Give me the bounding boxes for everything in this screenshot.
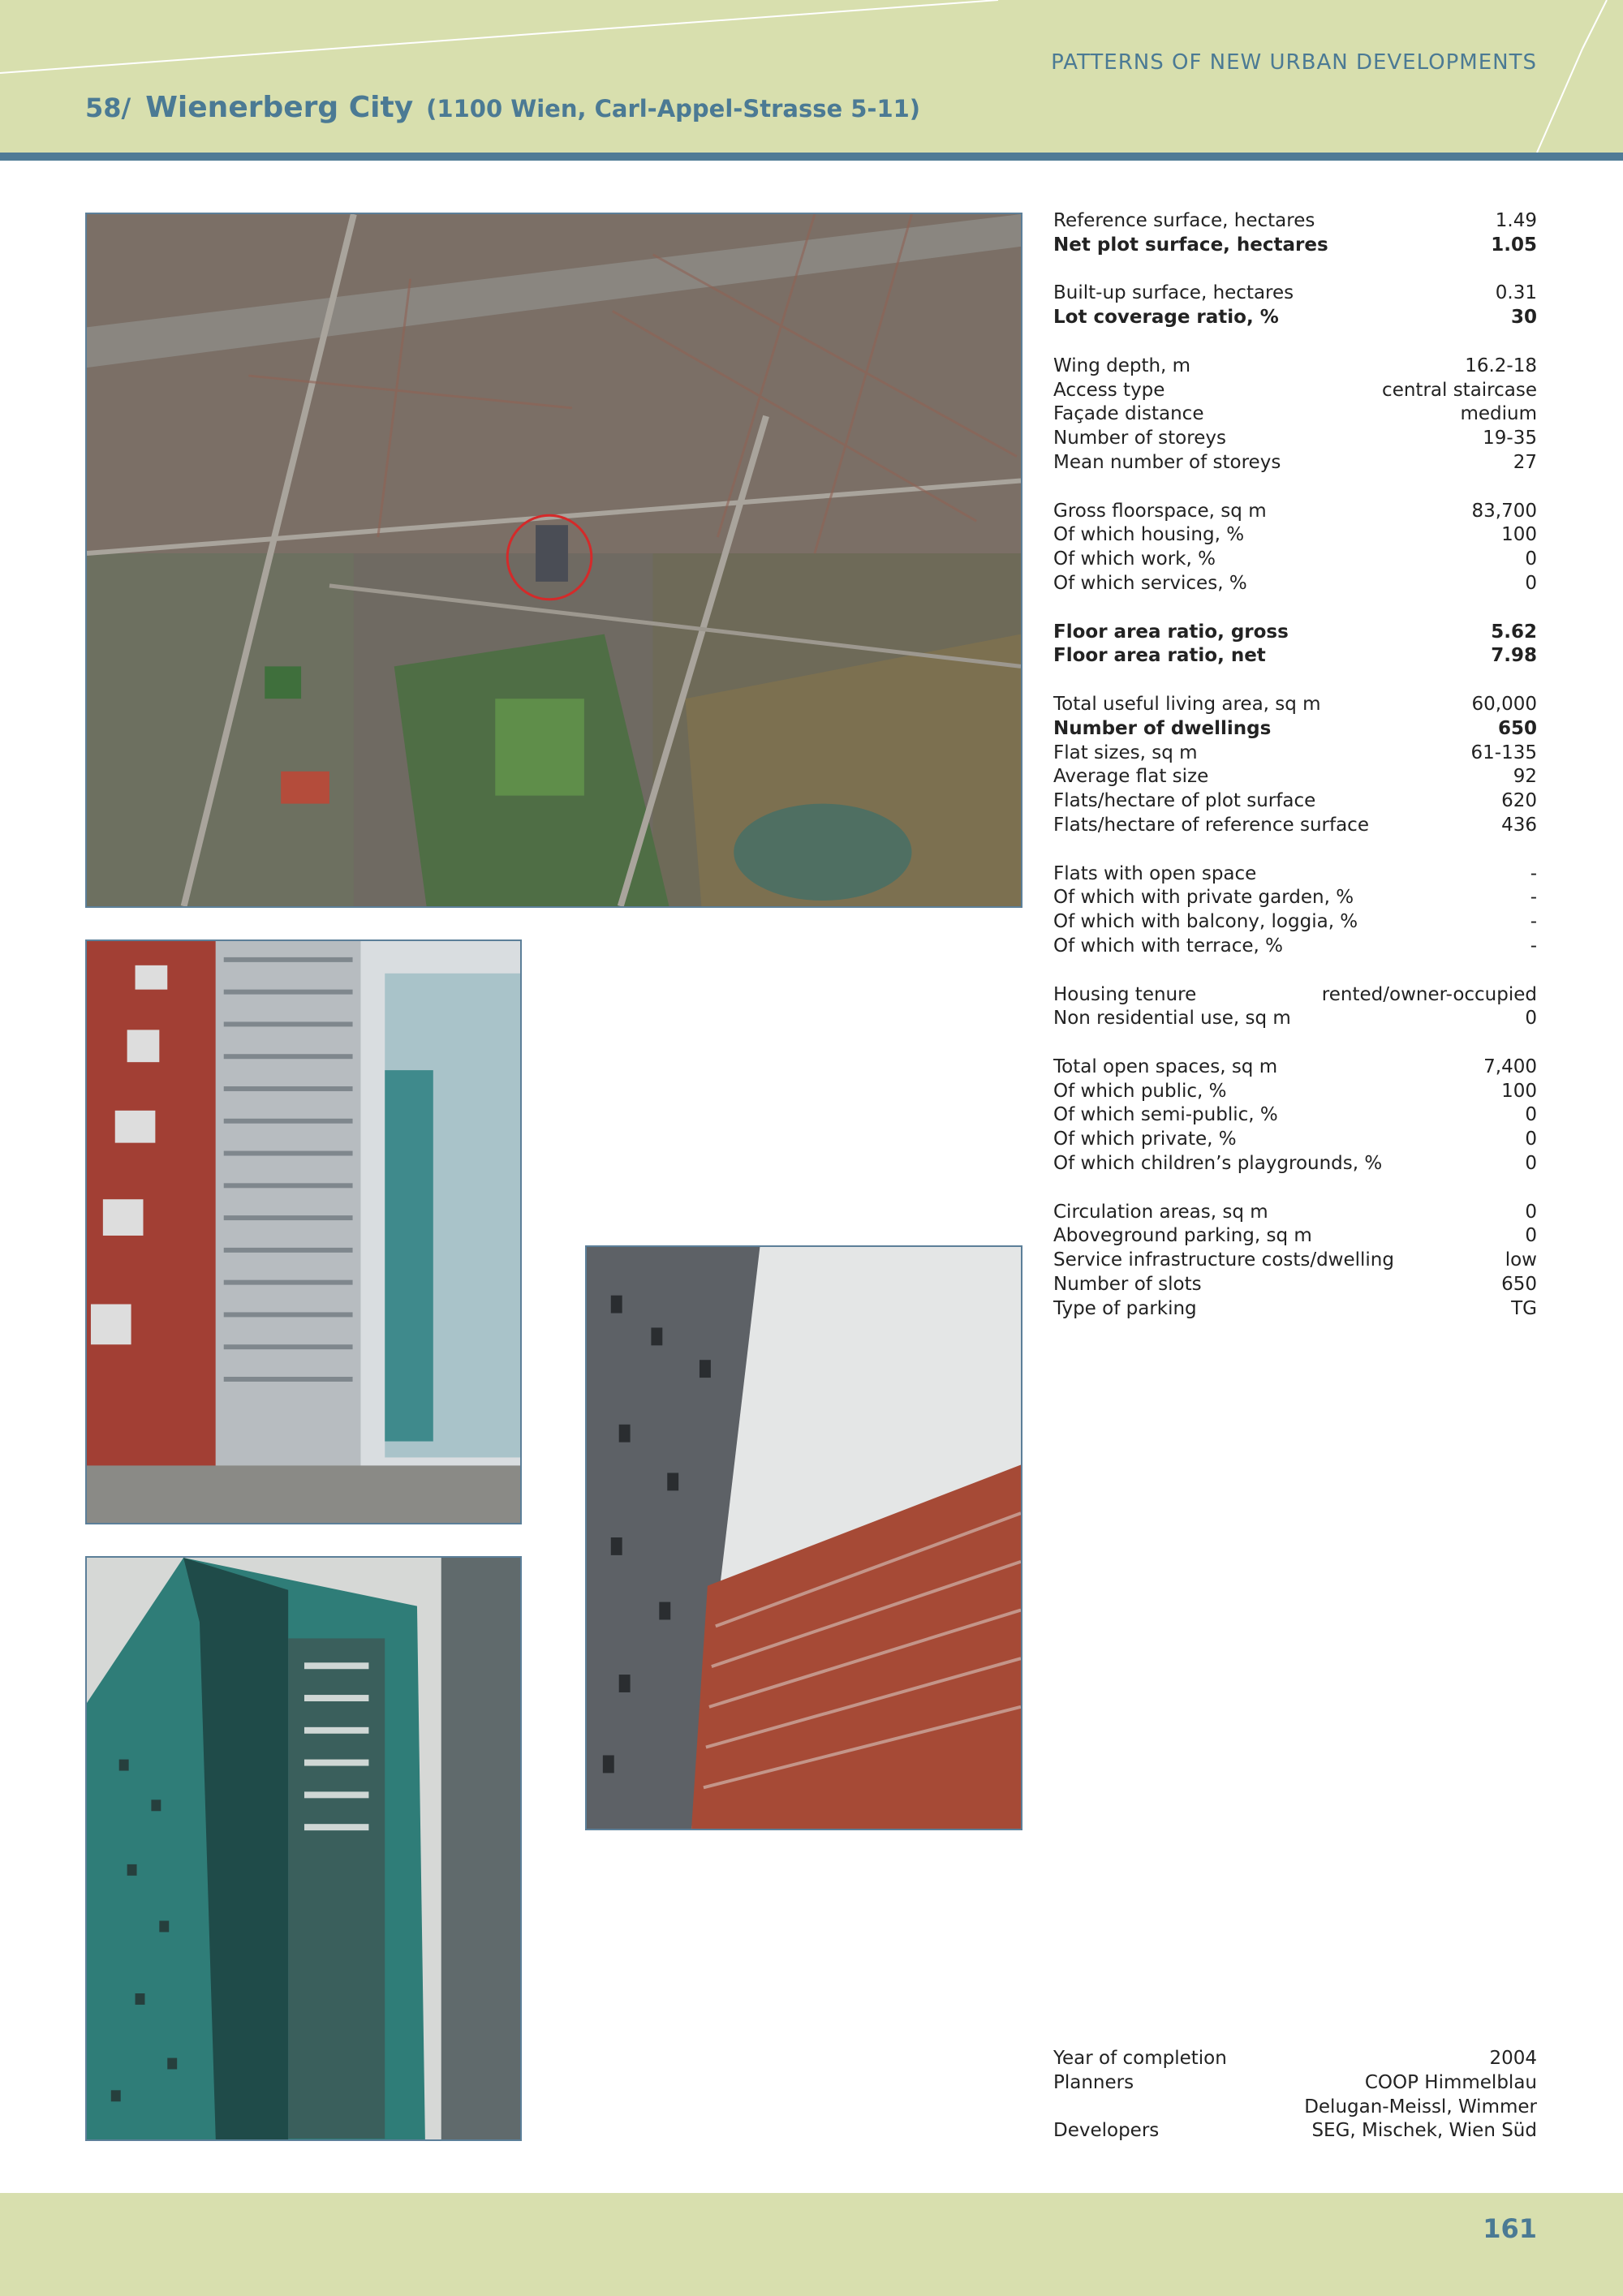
stat-value: 620 <box>1501 790 1537 812</box>
stat-value: 5.62 <box>1491 621 1537 643</box>
stat-label: Circulation areas, sq m <box>1053 1201 1268 1223</box>
stat-label: Mean number of storeys <box>1053 451 1281 473</box>
stat-row <box>1053 572 1537 596</box>
stat-row <box>1053 886 1537 910</box>
credit-value: Delugan-Meissl, Wimmer <box>1304 2096 1537 2118</box>
credit-value: 2004 <box>1489 2048 1537 2069</box>
stat-value: - <box>1530 887 1537 909</box>
stat-label: Floor area ratio, net <box>1053 645 1266 667</box>
stat-row <box>1053 789 1537 814</box>
stat-value: 61-135 <box>1470 742 1537 763</box>
stat-row <box>1053 234 1537 258</box>
stat-row <box>1053 1080 1537 1104</box>
credit-label: Planners <box>1053 2071 1134 2093</box>
stat-value: 7,400 <box>1483 1056 1537 1077</box>
stat-value: 0 <box>1525 1008 1537 1030</box>
stat-label: Number of slots <box>1053 1274 1202 1296</box>
stat-label: Of which with terrace, % <box>1053 935 1283 957</box>
stat-row <box>1053 282 1537 306</box>
stat-label: Average flat size <box>1053 766 1209 788</box>
stat-label: Of which work, % <box>1053 548 1216 570</box>
stat-label: Of which with balcony, loggia, % <box>1053 911 1358 933</box>
stat-label: Net plot surface, hectares <box>1053 234 1328 256</box>
stat-value: medium <box>1460 403 1537 425</box>
stat-value: central staircase <box>1382 379 1537 401</box>
stat-row <box>1053 644 1537 669</box>
entry-number: 58/ <box>85 92 131 123</box>
stat-row <box>1053 1056 1537 1080</box>
stat-value: 650 <box>1501 1274 1537 1296</box>
stat-value: 92 <box>1513 766 1537 788</box>
stat-value: 27 <box>1513 451 1537 473</box>
stat-label: Of which public, % <box>1053 1080 1227 1102</box>
stat-value: 83,700 <box>1471 500 1537 522</box>
stat-value: 0 <box>1525 1104 1537 1126</box>
stat-row <box>1053 1273 1537 1297</box>
stat-row <box>1053 910 1537 935</box>
stat-value: TG <box>1511 1297 1537 1319</box>
stat-label: Gross floorspace, sq m <box>1053 500 1267 522</box>
stat-value: 100 <box>1501 524 1537 546</box>
footer-band <box>0 2193 1623 2296</box>
credit-row-year <box>1053 2047 1537 2071</box>
stat-label: Of which housing, % <box>1053 524 1245 546</box>
stat-row <box>1053 548 1537 572</box>
stat-row <box>1053 717 1537 742</box>
stat-row <box>1053 1103 1537 1128</box>
project-address: (1100 Wien, Carl-Appel-Strasse 5-11) <box>426 95 921 123</box>
stat-label: Aboveground parking, sq m <box>1053 1225 1312 1247</box>
stat-row <box>1053 1152 1537 1176</box>
stat-row <box>1053 355 1537 379</box>
stat-value: 0 <box>1525 548 1537 570</box>
stat-row <box>1053 402 1537 427</box>
stat-row <box>1053 693 1537 717</box>
stat-value: 7.98 <box>1491 645 1537 667</box>
statistics-table <box>1053 209 1537 1322</box>
page-title <box>85 91 920 124</box>
series-title: PATTERNS OF NEW URBAN DEVELOPMENTS <box>1051 50 1537 75</box>
stat-row <box>1053 1297 1537 1322</box>
stat-value: 30 <box>1510 307 1537 329</box>
stat-value: 1.05 <box>1491 234 1537 256</box>
row-spacer <box>1053 330 1537 355</box>
stat-row <box>1053 1128 1537 1152</box>
stat-label: Flat sizes, sq m <box>1053 742 1198 763</box>
header-rule <box>0 153 1623 161</box>
stat-row <box>1053 862 1537 887</box>
stat-label: Type of parking <box>1053 1297 1197 1319</box>
stat-row <box>1053 451 1537 475</box>
stat-label: Service infrastructure costs/dwelling <box>1053 1249 1394 1271</box>
photo-towers-skyward <box>585 1245 1022 1830</box>
stat-value: 0 <box>1525 1129 1537 1150</box>
stat-value: 19-35 <box>1483 428 1537 449</box>
stat-row <box>1053 983 1537 1008</box>
credit-value: SEG, Mischek, Wien Süd <box>1311 2120 1537 2142</box>
stat-value: 436 <box>1501 814 1537 836</box>
stat-label: Number of storeys <box>1053 428 1226 449</box>
row-spacer <box>1053 959 1537 983</box>
stat-row <box>1053 1007 1537 1031</box>
stat-value: low <box>1505 1249 1537 1271</box>
stat-label: Floor area ratio, gross <box>1053 621 1289 643</box>
project-name: Wienerberg City <box>145 91 414 124</box>
stat-label: Of which semi-public, % <box>1053 1104 1278 1126</box>
stat-value: 0 <box>1525 1225 1537 1247</box>
stat-row <box>1053 427 1537 451</box>
stat-value: 0 <box>1525 572 1537 594</box>
stat-label: Total open spaces, sq m <box>1053 1056 1278 1077</box>
stat-label: Flats with open space <box>1053 862 1257 884</box>
page-number: 161 <box>1483 2213 1537 2244</box>
stat-row <box>1053 1249 1537 1273</box>
row-spacer <box>1053 1031 1537 1056</box>
stat-value: 650 <box>1497 717 1537 739</box>
stat-value: - <box>1530 935 1537 957</box>
stat-label: Flats/hectare of plot surface <box>1053 790 1316 812</box>
stat-row <box>1053 1224 1537 1249</box>
stat-value: 0.31 <box>1495 282 1537 304</box>
credit-value: COOP Himmelblau <box>1364 2071 1537 2093</box>
stat-row <box>1053 379 1537 403</box>
stat-label: Of which private, % <box>1053 1129 1237 1150</box>
stat-row <box>1053 500 1537 524</box>
stat-label: Non residential use, sq m <box>1053 1008 1291 1030</box>
stat-row <box>1053 209 1537 234</box>
stat-label: Wing depth, m <box>1053 355 1191 376</box>
aerial-photo <box>85 213 1022 908</box>
stat-label: Number of dwellings <box>1053 717 1272 739</box>
stat-row <box>1053 306 1537 330</box>
stat-value: 1.49 <box>1495 210 1537 231</box>
stat-value: rented/owner-occupied <box>1321 983 1537 1005</box>
header-band <box>0 0 1623 153</box>
row-spacer <box>1053 258 1537 282</box>
row-spacer <box>1053 596 1537 621</box>
stat-label: Of which with private garden, % <box>1053 887 1354 909</box>
credit-label: Year of completion <box>1053 2048 1227 2069</box>
stat-value: 0 <box>1525 1201 1537 1223</box>
stat-label: Lot coverage ratio, % <box>1053 307 1279 329</box>
stat-row <box>1053 621 1537 645</box>
stat-value: 16.2-18 <box>1465 355 1537 376</box>
stat-row <box>1053 814 1537 838</box>
stat-row <box>1053 523 1537 548</box>
stat-value: - <box>1530 862 1537 884</box>
row-spacer <box>1053 1176 1537 1201</box>
stat-row <box>1053 765 1537 789</box>
stat-label: Reference surface, hectares <box>1053 210 1315 231</box>
stat-value: 60,000 <box>1471 693 1537 715</box>
stat-value: 100 <box>1501 1080 1537 1102</box>
photo-towers-red-and-glass <box>85 939 522 1524</box>
stat-label: Housing tenure <box>1053 983 1197 1005</box>
credit-row-developers <box>1053 2119 1537 2143</box>
credit-label: Developers <box>1053 2120 1160 2142</box>
row-spacer <box>1053 475 1537 500</box>
stat-label: Access type <box>1053 379 1165 401</box>
stat-label: Of which children’s playgrounds, % <box>1053 1153 1383 1175</box>
stat-label: Of which services, % <box>1053 572 1247 594</box>
stat-row <box>1053 1201 1537 1225</box>
stat-label: Built-up surface, hectares <box>1053 282 1294 304</box>
credit-row-planners-cont <box>1053 2096 1537 2120</box>
stat-row <box>1053 742 1537 766</box>
photo-turquoise-tower <box>85 1556 522 2141</box>
row-spacer <box>1053 669 1537 693</box>
row-spacer <box>1053 838 1537 862</box>
stat-label: Façade distance <box>1053 403 1204 425</box>
credits-block <box>1053 2047 1537 2143</box>
stat-value: 0 <box>1525 1153 1537 1175</box>
stat-row <box>1053 935 1537 959</box>
stat-label: Total useful living area, sq m <box>1053 693 1321 715</box>
credit-row-planners <box>1053 2071 1537 2096</box>
header-decorative-lines <box>0 0 1623 153</box>
stat-value: - <box>1530 911 1537 933</box>
stat-label: Flats/hectare of reference surface <box>1053 814 1369 836</box>
